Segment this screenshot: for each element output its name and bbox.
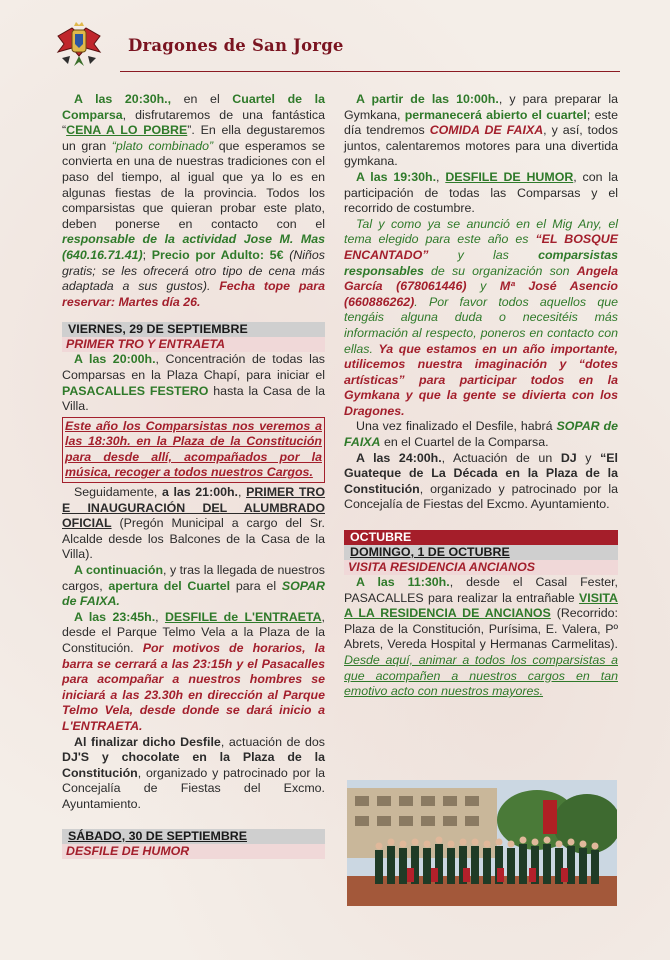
event-label: SOPAR de FAIXA [344, 419, 618, 450]
event-label: “El Guateque de La Década en la Plaza de la Constitución [344, 450, 618, 496]
text: en el [171, 92, 233, 106]
event-label: permanecerá abierto el cuartel [404, 107, 587, 122]
text: Una vez finalizado el Desfile, habrá [356, 419, 557, 434]
event-label: SOPAR de FAIXA. [62, 578, 325, 609]
note: Por motivos de horarios, la barra se cerrará a las 23:15h y el Pasacalles para acompañar a nuestros hombres se iniciará a las 23.30h en dirección al Parque Telmo Vela, desde donde se dará inicio a L'ENTRAETA. [62, 641, 325, 733]
boxed-notice: Este año los Comparsistas nos veremos a las 18:30h. en la Plaza de la Constitución para desde allí, acompañados por la música, recoger a todos nuestros Cargos. [62, 417, 325, 483]
text: , [155, 609, 165, 624]
paragraph-djs [62, 735, 325, 813]
time-label: Al finalizar dicho Desfile [74, 734, 221, 749]
event-label: DJ [560, 450, 577, 465]
text: y [466, 279, 500, 294]
text: , desde el Casal Fester, PASACALLES para realizar la entrañable [344, 575, 618, 605]
text: de su organización son [423, 263, 577, 278]
place-label: Cuartel de la Comparsa [62, 92, 325, 122]
time-label: A las 24:00h. [356, 450, 442, 465]
event-label: DESFILE DE HUMOR [445, 169, 574, 184]
text: hasta la Casa de la Villa. [62, 383, 325, 414]
text: Tal y como ya se anunció en el Mig Any, el tema elegido para este año es [344, 216, 618, 247]
day-header: VIERNES, 29 DE SEPTIEMBRE [62, 322, 325, 337]
text: , disfrutaremos de una fantástica “ [62, 107, 325, 138]
text: , [238, 485, 247, 500]
text: ”. En ella degustaremos un gran [62, 123, 325, 153]
text: , y para preparar la Gymkana, [344, 92, 618, 122]
text: y [576, 450, 601, 465]
text: (Pregón Municipal a cargo del Sr. Alcalde desde los Balcones de la Casa de la Villa). [62, 516, 325, 562]
text: en el Cuartel de la Comparsa. [380, 435, 549, 450]
text: para el [230, 578, 282, 593]
column-right [344, 92, 618, 700]
text: (Recorrido: Plaza de la Constitución, Purísima, E. Valera, Pº Abrets, Vereda Hospital y Hermanas Carmelitas). [344, 606, 618, 652]
header-divider [120, 71, 620, 72]
group-photo [347, 780, 617, 906]
text: , y tras la llegada de nuestros cargos, [62, 563, 325, 593]
day-header [62, 829, 325, 844]
paragraph-visita [344, 575, 618, 700]
event-header: VISITA RESIDENCIA ANCIANOS [344, 560, 618, 575]
paragraph-sopar [344, 419, 618, 450]
paragraph-desfile-humor [344, 170, 618, 217]
text: , organizado y patrocinado por la Concejalía de Fiestas del Excmo. Ayuntamiento. [62, 765, 325, 811]
event-label: PRIMER TRO E INAUGURACIÓN DEL ALUMBRADO OFICIAL [62, 485, 326, 531]
time-label: A partir de las 10:00h. [356, 92, 499, 106]
text: . Por favor todos aquellos que tengáis alguna duda o necesitéis más información al respecto, poneros en contacto con ellas. [344, 294, 618, 356]
day-label: DOMINGO, 1 DE OCTUBRE [350, 545, 510, 560]
event-label: VISITA A LA RESIDENCIA DE ANCIANOS [344, 590, 618, 621]
page-title: Dragones de San Jorge [128, 36, 344, 55]
text: que esperamos se convierta en una de nuestras tradiciones con el paso del tiempo, al igual que ya lo es en algunas fiestas de la provincia. Todos los comparsistas que quieran probar este plato, deben ponerse en contacto con el [62, 138, 325, 231]
paragraph-continuacion [62, 563, 325, 610]
paragraph-entraeta [62, 610, 325, 735]
event-label: apertura del Cuartel [108, 578, 231, 593]
deadline-note: Fecha tope para reservar: Martes día 26. [62, 279, 325, 309]
text: , actuación de dos [220, 734, 326, 749]
paragraph-primer-tro [62, 485, 325, 563]
text: Seguidamente, [74, 485, 162, 500]
month-header: OCTUBRE [344, 530, 618, 545]
text: , Concentración de todas las Comparsas en la Plaza Chapí, para iniciar el [62, 352, 325, 382]
price-label: Precio por Adulto: 5€ [151, 247, 284, 262]
paragraph-tema [344, 217, 618, 420]
text: , organizado y patrocinado por la Concejalía de Fiestas del Excmo. Ayuntamiento. [344, 481, 618, 512]
event-label: COMIDA DE FAIXA [429, 123, 544, 138]
header [50, 22, 620, 74]
text: , [436, 169, 446, 184]
event-header: DESFILE DE HUMOR [62, 844, 325, 859]
time-label: a las 21:00h. [161, 485, 238, 500]
dragon-coat-of-arms-icon [50, 22, 108, 74]
paragraph-gymkana [344, 92, 618, 170]
paragraph-cena [62, 92, 325, 310]
text: ; este día tendremos [344, 107, 618, 138]
text: , Actuación de un [441, 450, 561, 465]
event-label: DESFILE de L'ENTRAETA [164, 609, 322, 624]
day-label: SÁBADO, 30 DE SEPTIEMBRE [68, 828, 248, 843]
contact-info: Angela García (678061446) [344, 263, 618, 294]
text: y las [428, 247, 539, 262]
paragraph-guateque [344, 451, 618, 513]
day-header [344, 545, 618, 560]
note: Desde aquí, animar a todos los comparsistas a que acompañen a nuestros cargos en tan emotivo acto con nuestros mayores. [344, 653, 618, 699]
time-label: A las 20:30h., [74, 92, 172, 106]
contact-info: Mª José Asencio (660886262) [344, 279, 618, 309]
event-label: PASACALLES FESTERO [62, 383, 209, 398]
time-label: A las 11:30h. [356, 575, 450, 590]
time-label: A las 19:30h. [356, 169, 437, 184]
time-label: A las 23:45h. [74, 609, 156, 624]
event-label: CENA A LO POBRE [66, 123, 188, 138]
time-label: A las 20:00h. [74, 352, 156, 367]
event-header: PRIMER TRO Y ENTRAETA [62, 337, 325, 352]
theme-label: “EL BOSQUE ENCANTADO” [344, 232, 618, 262]
quote: “plato combinado” [111, 138, 214, 153]
text: , y así, todos juntos, calentaremos motores para una divertida gymkana. [344, 123, 618, 169]
paragraph-pasacalles [62, 352, 325, 414]
note: Ya que estamos en un año importante, utilicemos nuestra imaginación y “dotes artísticas” para participar todos en la Gymkana y que la gente se divierta con los Dragones. [344, 341, 618, 418]
time-label: A continuación [74, 563, 164, 578]
column-left [62, 92, 325, 859]
text: comparsistas responsables [344, 247, 618, 278]
text: , con la participación de todas las Comparsas y el recorrido de costumbre. [344, 169, 618, 216]
event-label: DJ'S y chocolate en la Plaza de la Constitución [62, 750, 325, 780]
text: ; [142, 247, 152, 262]
text: (Niños gratis; se les ofrecerá otro tipo de cena más adaptada a sus gustos). [62, 247, 325, 294]
contact-info: responsable de la actividad Jose M. Mas (640.16.71.41) [62, 232, 325, 262]
text: , desde el Parque Telmo Vela a la Plaza de la Constitución. [62, 609, 325, 655]
